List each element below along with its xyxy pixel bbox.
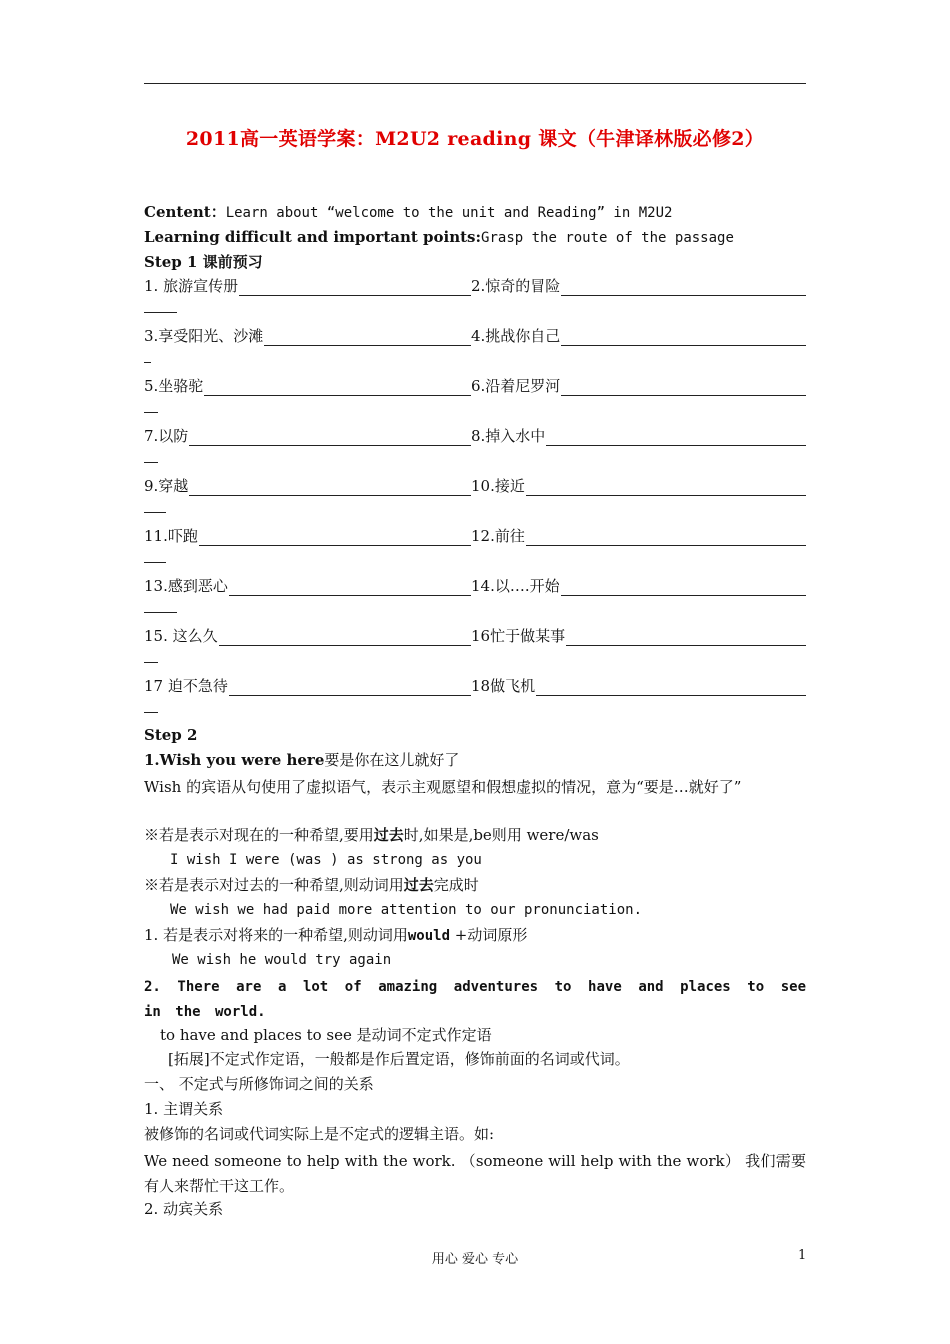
content-label: Centent： [144,203,226,221]
item1-translation: 要是你在这儿就好了 [324,751,460,769]
exercise-left: 9.穿越 [144,477,189,495]
item1-english: 1.Wish you were here [144,751,325,769]
exercise-left: 17 迫不急待 [144,677,228,695]
note-past-tail: 完成时 [433,876,479,894]
subsection-verb-object: 2. 动宾关系 [144,1200,224,1218]
answer-blank[interactable] [526,529,806,546]
answer-blank[interactable] [546,429,806,446]
points-text: Grasp the route of the passage [481,230,734,246]
note-present-tail: 时,如果是,be则用 were/was [403,826,599,844]
answer-blank[interactable] [561,379,806,396]
answer-blank[interactable] [189,479,471,496]
exercise-row [144,676,806,726]
points-line [144,227,806,248]
answer-blank[interactable] [561,279,806,296]
header-rule [144,83,806,84]
step2-item2: 2. There are a lot of amazing adventures to have and places to see in the world. [144,979,806,1020]
answer-blank[interactable] [219,629,471,646]
note-future [144,925,806,946]
page-title: 2011高一英语学案：M2U2 reading 课文（牛津译林版必修2） [185,128,765,150]
answer-blank[interactable] [239,279,471,296]
answer-blank[interactable] [536,679,806,696]
answer-blank[interactable] [204,379,471,396]
step1-label: Step 1 课前预习 [144,253,263,271]
step1-heading [144,252,806,272]
exercise-row [144,576,806,626]
step2-item1 [144,750,806,770]
blank-continuation [144,512,166,513]
exercise-right: 6.沿着尼罗河 [471,377,561,395]
answer-blank[interactable] [566,629,806,646]
answer-blank[interactable] [264,329,471,346]
item2-note: to have and places to see 是动词不定式作定语 [160,1026,492,1044]
blank-continuation [144,312,177,313]
exercise-left: 3.享受阳光、沙滩 [144,327,264,345]
exercise-right: 14.以….开始 [471,577,560,595]
subsection-description: 被修饰的名词或代词实际上是不定式的逻辑主语。如: [144,1125,495,1143]
exercise-right: 16忙于做某事 [471,627,566,645]
note-present-emph: 过去 [373,826,404,844]
answer-blank[interactable] [229,579,471,596]
exercise-row [144,426,806,476]
answer-blank[interactable] [561,329,806,346]
note-past [144,875,806,895]
subsection-subject-predicate: 1. 主谓关系 [144,1100,224,1118]
answer-blank[interactable] [229,679,471,696]
expand-note: [拓展]不定式作定语，一般都是作后置定语，修饰前面的名词或代词。 [168,1050,630,1068]
points-label: Learning difficult and important points: [144,228,482,246]
note-present-text: ※若是表示对现在的一种希望,要用 [144,826,374,844]
page-number: 1 [798,1248,807,1263]
exercise-row [144,276,806,326]
answer-blank[interactable] [189,429,471,446]
blank-continuation [144,712,158,713]
step2-label: Step 2 [144,726,198,744]
exercise-right: 2.惊奇的冒险 [471,277,561,295]
note-past-text: ※若是表示对过去的一种希望,则动词用 [144,876,404,894]
note-past-emph: 过去 [403,876,434,894]
exercise-left: 7.以防 [144,427,189,445]
exercise-left: 13.感到恶心 [144,577,228,595]
blank-continuation [144,362,151,363]
blank-continuation [144,562,166,563]
blank-continuation [144,412,158,413]
note-future-text: 1. 若是表示对将来的一种希望,则动词用 [144,926,408,944]
exercise-right: 12.前往 [471,527,525,545]
blank-continuation [144,612,177,613]
exercise-row [144,476,806,526]
section-heading: 一、 不定式与所修饰词之间的关系 [144,1075,374,1093]
example-present: I wish I were (was ) as strong as you [170,852,482,868]
exercise-row [144,526,806,576]
blank-continuation [144,662,158,663]
exercise-right: 8.掉入水中 [471,427,546,445]
example-future: We wish he would try again [172,952,392,968]
exercise-row [144,626,806,676]
exercise-row [144,376,806,426]
page-footer: 用心 爱心 专心 [431,1252,519,1267]
exercise-left: 11.吓跑 [144,527,198,545]
answer-blank[interactable] [526,479,806,496]
note-future-emph: would [407,928,451,944]
exercise-right: 10.接近 [471,477,525,495]
exercise-left: 1. 旅游宣传册 [144,277,239,295]
example-past: We wish we had paid more attention to our pronunciation. [170,902,643,918]
answer-blank[interactable] [561,579,806,596]
content-text: Learn about “welcome to the unit and Reading” in M2U2 [225,205,673,221]
content-line [144,202,806,223]
blank-continuation [144,462,158,463]
note-present [144,825,806,845]
step2-heading [144,725,806,745]
exercise-right: 18做飞机 [471,677,536,695]
note-future-tail: +动词原形 [450,926,528,944]
subsection-example: We need someone to help with the work. （someone will help with the work） 我们需要有人来帮忙干这工作。 [144,1152,806,1195]
exercise-right: 4.挑战你自己 [471,327,561,345]
answer-blank[interactable] [199,529,471,546]
exercise-left: 15. 这么久 [144,627,218,645]
wish-explanation: Wish 的宾语从句使用了虚拟语气，表示主观愿望和假想虚拟的情况，意为“要是…就好了” [144,778,742,796]
exercise-left: 5.坐骆驼 [144,377,204,395]
exercise-row [144,326,806,376]
